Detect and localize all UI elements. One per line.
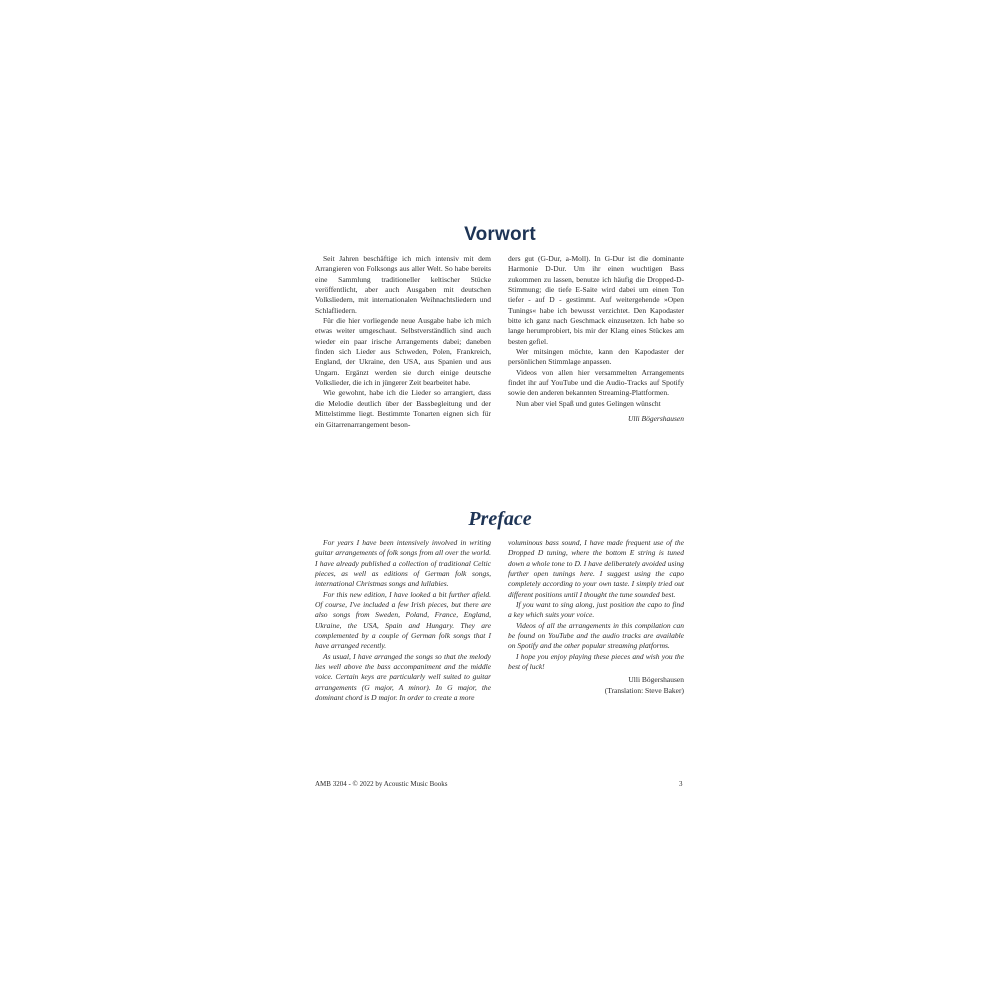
- vorwort-paragraph: Videos von allen hier versammelten Arrangements findet ihr auf YouTube und die Audio-Tracks auf Spotify sowie den anderen bekannten Streaming-Plattformen.: [508, 367, 684, 398]
- preface-title: Preface: [468, 508, 532, 530]
- vorwort-paragraph: Für die hier vorliegende neue Ausgabe habe ich mich etwas weiter umgeschaut. Selbstverständlich sind auch wieder ein paar irische Arrangements dabei; daneben finden sich Lieder aus Schweden, Polen, Frankreich, England, der Ukraine, den USA, aus Spanien und aus Ungarn. Ergänzt werden sie durch einige deutsche Volkslieder, die ich in jüngerer Zeit bearbeitet habe.: [315, 316, 491, 388]
- preface-column-right: [508, 538, 684, 696]
- vorwort-column-right: [508, 254, 684, 425]
- preface-paragraph: As usual, I have arranged the songs so that the melody lies well above the bass accompaniment and the middle voice. Certain keys are particularly well suited to guitar arrangements (G major, A minor). In G major, the dominant chord is D major. In order to create a more: [315, 651, 491, 703]
- preface-paragraph: For years I have been intensively involved in writing guitar arrangements of folk songs from all over the world. I have already published a collection of traditional Celtic pieces, as well as editions of German folk songs, international Christmas songs and lullabies.: [315, 538, 491, 589]
- preface-paragraph: Videos of all the arrangements in this compilation can be found on YouTube and the audio tracks are available on Spotify and the other popular streaming platforms.: [508, 620, 684, 651]
- page-number: 3: [679, 780, 683, 788]
- vorwort-paragraph: Nun aber viel Spaß und gutes Gelingen wünscht: [516, 398, 661, 408]
- preface-paragraph: I hope you enjoy playing these pieces and wish you the best of luck!: [508, 651, 684, 672]
- preface-paragraph: For this new edition, I have looked a bit further afield. Of course, I've included a few Irish pieces, but there are also songs from Sweden, Poland, France, England, Ukraine, the USA, Spain and Hungary. They are complemented by a couple of German folk songs that I have arranged recently.: [315, 589, 491, 651]
- vorwort-paragraph: ders gut (G-Dur, a-Moll). In G-Dur ist die dominante Harmonie D-Dur. Um ihr einen wuchtigen Bass zukommen zu lassen, benutze ich häufig die Dropped-D-Stimmung; die tiefe E-Saite wird dabei um einen Ton tiefer - auf D - gestimmt. Auf weitergehende »Open Tunings« habe ich bewusst verzichtet. Den Kapodaster bitte ich ganz nach Geschmack einzusetzen. Ich habe so lange herumprobiert, bis mir der Klang eines Stückes am besten gefiel.: [508, 254, 684, 346]
- vorwort-paragraph: Wie gewohnt, habe ich die Lieder so arrangiert, dass die Melodie deutlich über der Bassbegleitung und der Mittelstimme liegt. Bestimmte Tonarten eignen sich für ein Gitarrenarrangement beson-: [315, 388, 491, 429]
- vorwort-title: Vorwort: [464, 224, 536, 245]
- vorwort-paragraph: Wer mitsingen möchte, kann den Kapodaster der persönlichen Stimmlage anpassen.: [508, 347, 684, 367]
- footer-copyright: AMB 3204 - © 2022 by Acoustic Music Books: [315, 780, 448, 788]
- preface-paragraph: voluminous bass sound, I have made frequent use of the Dropped D tuning, where the bottom E string is tuned down a whole tone to D. I have deliberately avoided using further open tunings here. I suggest using the capo completely according to your own taste. I simply tried out different positions until I thought the tune sounded best.: [508, 538, 684, 599]
- vorwort-column-left: [315, 254, 491, 430]
- preface-signature: Ulli Bögershausen: [628, 675, 684, 685]
- preface-paragraph: If you want to sing along, just position the capo to find a key which suits your voice.: [508, 600, 684, 620]
- vorwort-signature: Ulli Bögershausen: [627, 414, 684, 424]
- translation-credit: (Translation: Steve Baker): [604, 685, 684, 695]
- vorwort-paragraph: Seit Jahren beschäftige ich mich intensiv mit dem Arrangieren von Folksongs aus aller Welt. So habe bereits eine Sammlung traditioneller keltischer Stücke veröffentlicht, aber auch Ausgaben mit deutschen Volksliedern, mit internationalen Weihnachtsliedern und Schlafliedern.: [315, 254, 491, 315]
- preface-column-left: [315, 538, 491, 704]
